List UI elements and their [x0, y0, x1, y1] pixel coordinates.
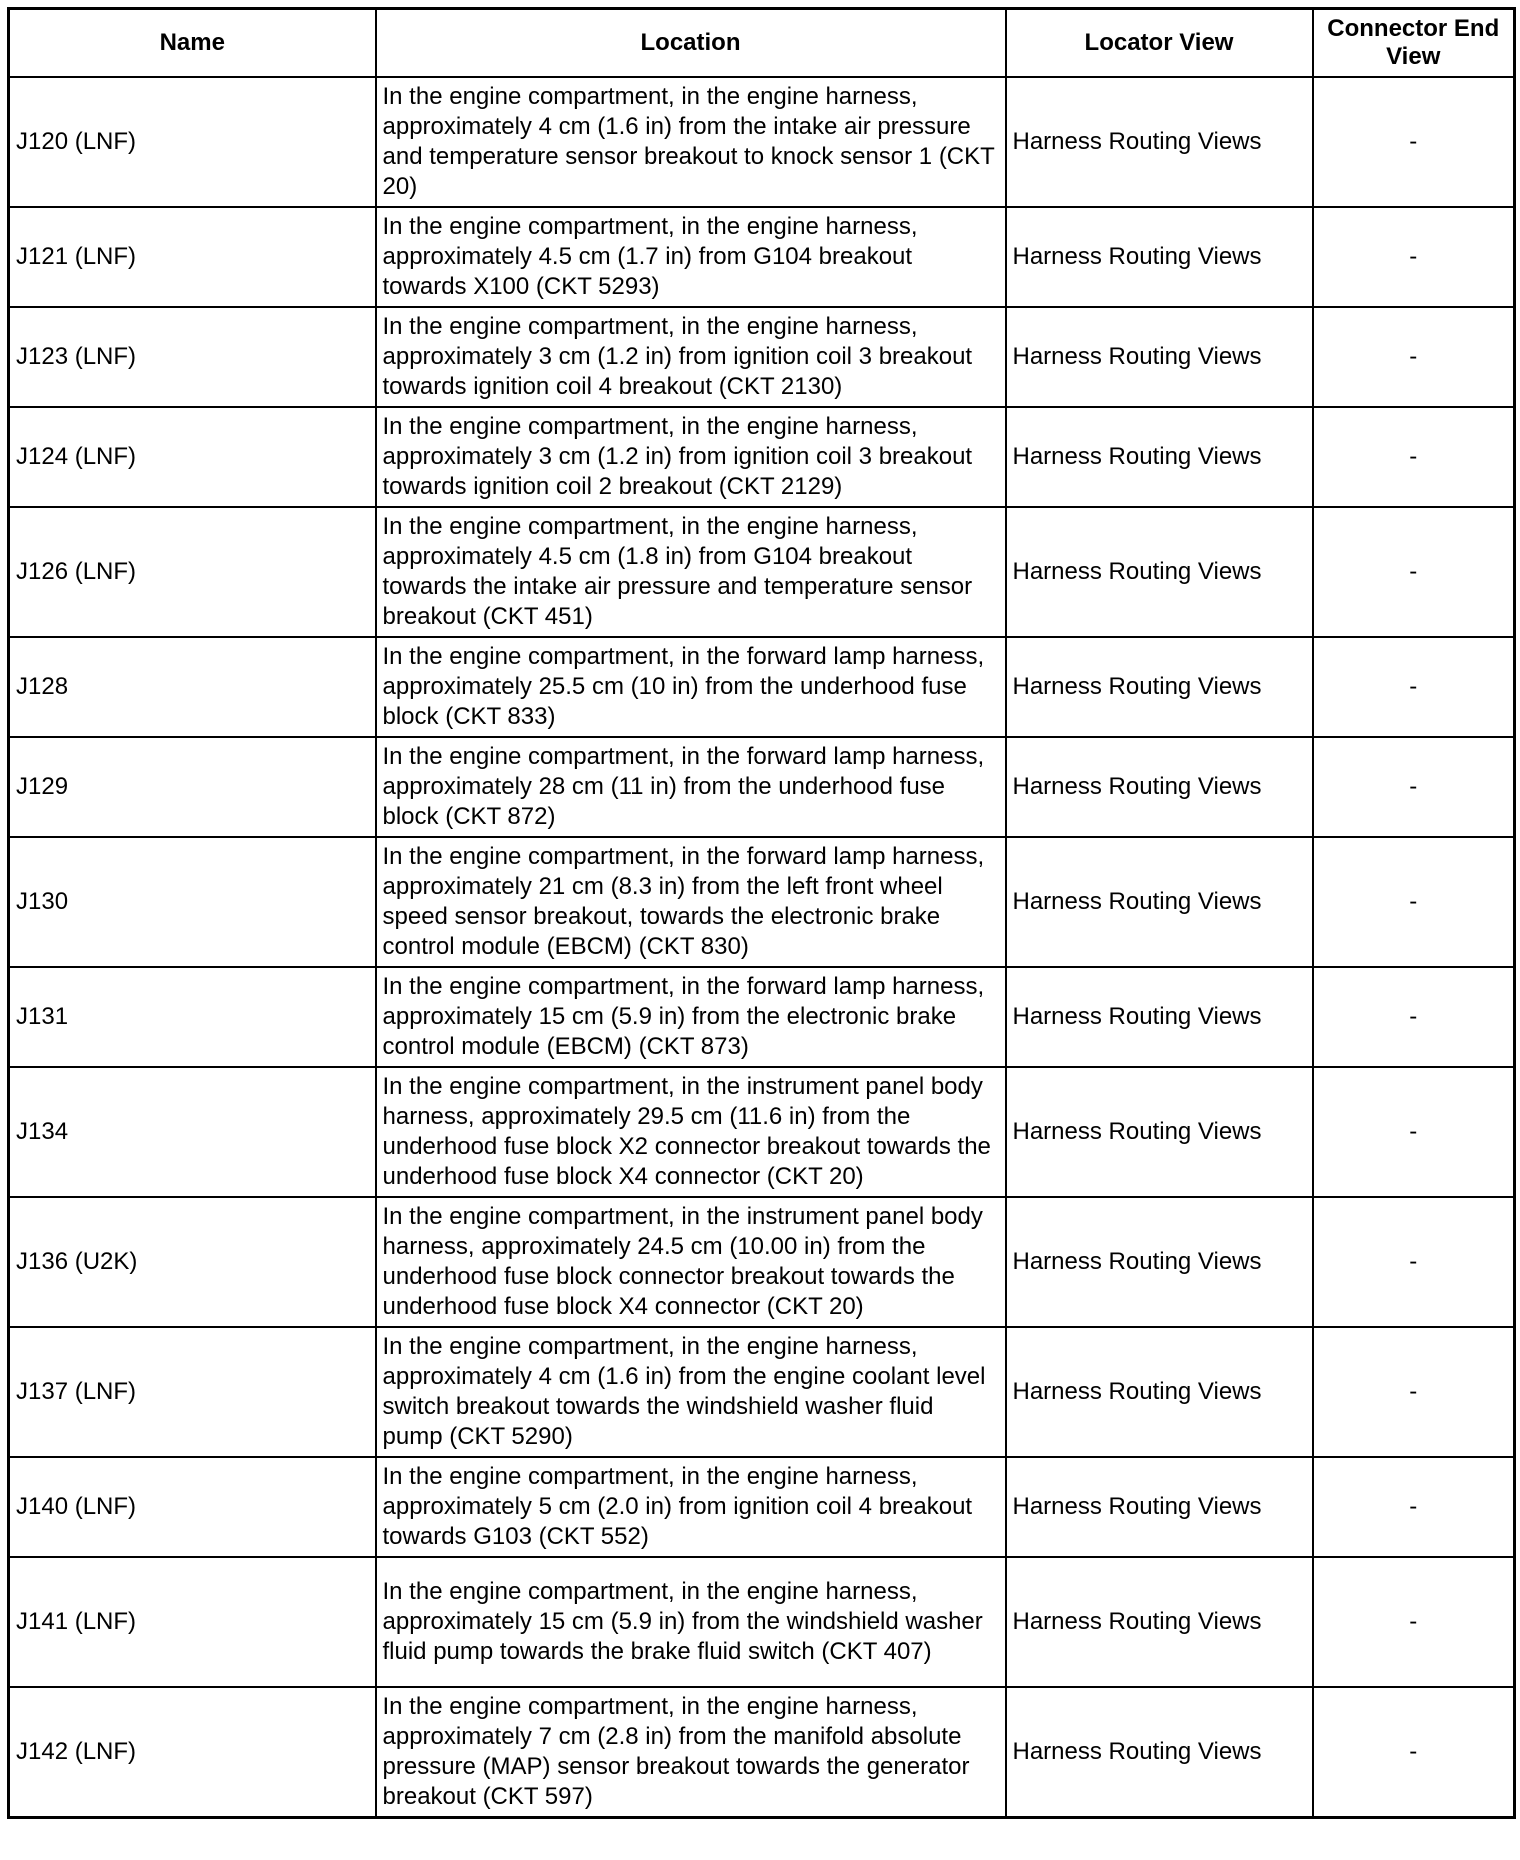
- table-row: [9, 967, 1515, 1067]
- column-header-name: Name: [9, 9, 376, 78]
- cell-locator-view: Harness Routing Views: [1006, 307, 1313, 407]
- table-row: [9, 77, 1515, 207]
- table-row: [9, 1687, 1515, 1818]
- table-row: [9, 637, 1515, 737]
- cell-connector-end-view: -: [1313, 1457, 1515, 1557]
- cell-location: In the engine compartment, in the instrument panel body harness, approximately 24.5 cm (10.00 in) from the underhood fuse block connector breakout towards the underhood fuse block X4 connector (CKT 20): [376, 1197, 1006, 1327]
- cell-locator-view: Harness Routing Views: [1006, 637, 1313, 737]
- cell-locator-view: Harness Routing Views: [1006, 77, 1313, 207]
- table-row: [9, 307, 1515, 407]
- cell-location: In the engine compartment, in the engine harness, approximately 4 cm (1.6 in) from the intake air pressure and temperature sensor breakout to knock sensor 1 (CKT 20): [376, 77, 1006, 207]
- cell-connector-end-view: -: [1313, 1067, 1515, 1197]
- cell-connector-end-view: -: [1313, 1327, 1515, 1457]
- column-header-locator-view: Locator View: [1006, 9, 1313, 78]
- cell-name: J126 (LNF): [9, 507, 376, 637]
- cell-connector-end-view: -: [1313, 637, 1515, 737]
- cell-location: In the engine compartment, in the instrument panel body harness, approximately 29.5 cm (11.6 in) from the underhood fuse block X2 connector breakout towards the underhood fuse block X4 connector (CKT 20): [376, 1067, 1006, 1197]
- cell-location: In the engine compartment, in the engine harness, approximately 5 cm (2.0 in) from ignition coil 4 breakout towards G103 (CKT 552): [376, 1457, 1006, 1557]
- column-header-connector-end-view: Connector End View: [1313, 9, 1515, 78]
- cell-locator-view: Harness Routing Views: [1006, 407, 1313, 507]
- cell-name: J123 (LNF): [9, 307, 376, 407]
- table-row: [9, 1457, 1515, 1557]
- cell-locator-view: Harness Routing Views: [1006, 507, 1313, 637]
- cell-connector-end-view: -: [1313, 1197, 1515, 1327]
- cell-name: J120 (LNF): [9, 77, 376, 207]
- cell-locator-view: Harness Routing Views: [1006, 967, 1313, 1067]
- cell-locator-view: Harness Routing Views: [1006, 207, 1313, 307]
- table-row: [9, 507, 1515, 637]
- cell-name: J140 (LNF): [9, 1457, 376, 1557]
- cell-name: J128: [9, 637, 376, 737]
- cell-name: J136 (U2K): [9, 1197, 376, 1327]
- cell-connector-end-view: -: [1313, 307, 1515, 407]
- cell-name: J142 (LNF): [9, 1687, 376, 1818]
- table-row: [9, 1557, 1515, 1687]
- cell-locator-view: Harness Routing Views: [1006, 1557, 1313, 1687]
- cell-connector-end-view: -: [1313, 77, 1515, 207]
- cell-locator-view: Harness Routing Views: [1006, 837, 1313, 967]
- cell-connector-end-view: -: [1313, 207, 1515, 307]
- cell-location: In the engine compartment, in the engine harness, approximately 4.5 cm (1.7 in) from G104 breakout towards X100 (CKT 5293): [376, 207, 1006, 307]
- cell-location: In the engine compartment, in the engine harness, approximately 7 cm (2.8 in) from the manifold absolute pressure (MAP) sensor breakout towards the generator breakout (CKT 597): [376, 1687, 1006, 1818]
- cell-locator-view: Harness Routing Views: [1006, 1457, 1313, 1557]
- cell-locator-view: Harness Routing Views: [1006, 1197, 1313, 1327]
- column-header-location: Location: [376, 9, 1006, 78]
- cell-connector-end-view: -: [1313, 1557, 1515, 1687]
- table-row: [9, 837, 1515, 967]
- cell-location: In the engine compartment, in the engine harness, approximately 4 cm (1.6 in) from the engine coolant level switch breakout towards the windshield washer fluid pump (CKT 5290): [376, 1327, 1006, 1457]
- cell-locator-view: Harness Routing Views: [1006, 737, 1313, 837]
- cell-name: J141 (LNF): [9, 1557, 376, 1687]
- table-row: [9, 207, 1515, 307]
- cell-name: J124 (LNF): [9, 407, 376, 507]
- cell-connector-end-view: -: [1313, 967, 1515, 1067]
- table-header-row: [9, 9, 1515, 78]
- cell-name: J131: [9, 967, 376, 1067]
- cell-location: In the engine compartment, in the engine harness, approximately 15 cm (5.9 in) from the windshield washer fluid pump towards the brake fluid switch (CKT 407): [376, 1557, 1006, 1687]
- cell-locator-view: Harness Routing Views: [1006, 1687, 1313, 1818]
- cell-location: In the engine compartment, in the engine harness, approximately 3 cm (1.2 in) from ignition coil 3 breakout towards ignition coil 2 breakout (CKT 2129): [376, 407, 1006, 507]
- table-row: [9, 1327, 1515, 1457]
- cell-connector-end-view: -: [1313, 737, 1515, 837]
- cell-connector-end-view: -: [1313, 1687, 1515, 1818]
- table-row: [9, 407, 1515, 507]
- splice-location-table: [7, 7, 1516, 1819]
- cell-connector-end-view: -: [1313, 837, 1515, 967]
- cell-name: J129: [9, 737, 376, 837]
- cell-location: In the engine compartment, in the forward lamp harness, approximately 15 cm (5.9 in) from the electronic brake control module (EBCM) (CKT 873): [376, 967, 1006, 1067]
- table-row: [9, 1197, 1515, 1327]
- cell-name: J130: [9, 837, 376, 967]
- table-row: [9, 737, 1515, 837]
- table-row: [9, 1067, 1515, 1197]
- cell-location: In the engine compartment, in the engine harness, approximately 3 cm (1.2 in) from ignition coil 3 breakout towards ignition coil 4 breakout (CKT 2130): [376, 307, 1006, 407]
- cell-location: In the engine compartment, in the forward lamp harness, approximately 28 cm (11 in) from the underhood fuse block (CKT 872): [376, 737, 1006, 837]
- cell-location: In the engine compartment, in the engine harness, approximately 4.5 cm (1.8 in) from G104 breakout towards the intake air pressure and temperature sensor breakout (CKT 451): [376, 507, 1006, 637]
- cell-location: In the engine compartment, in the forward lamp harness, approximately 25.5 cm (10 in) from the underhood fuse block (CKT 833): [376, 637, 1006, 737]
- cell-location: In the engine compartment, in the forward lamp harness, approximately 21 cm (8.3 in) from the left front wheel speed sensor breakout, towards the electronic brake control module (EBCM) (CKT 830): [376, 837, 1006, 967]
- cell-name: J134: [9, 1067, 376, 1197]
- cell-connector-end-view: -: [1313, 507, 1515, 637]
- cell-name: J121 (LNF): [9, 207, 376, 307]
- cell-name: J137 (LNF): [9, 1327, 376, 1457]
- cell-locator-view: Harness Routing Views: [1006, 1327, 1313, 1457]
- cell-locator-view: Harness Routing Views: [1006, 1067, 1313, 1197]
- cell-connector-end-view: -: [1313, 407, 1515, 507]
